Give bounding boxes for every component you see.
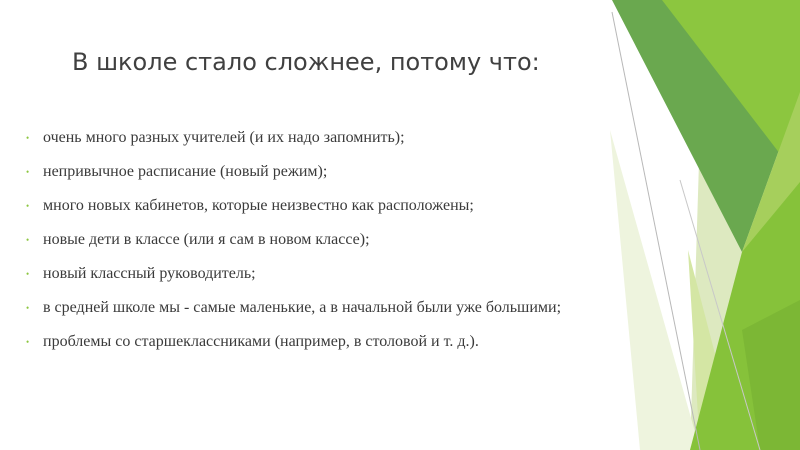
bullet-list xyxy=(26,128,669,366)
bullet-text: новый классный руководитель; xyxy=(43,265,256,282)
bullet-text: проблемы со старшеклассниками (например, в столовой и т. д.). xyxy=(43,333,479,350)
bullet-text: очень много разных учителей (и их надо запомнить); xyxy=(43,129,405,146)
bullet-item xyxy=(26,162,669,182)
bullet-text: новые дети в классе (или я сам в новом классе); xyxy=(43,231,370,248)
bullet-icon: • xyxy=(26,303,30,313)
slide-title: В школе стало сложнее, потому что: xyxy=(72,48,540,76)
bullet-item xyxy=(26,196,669,216)
bullet-text: много новых кабинетов, которые неизвестно как расположены; xyxy=(43,197,474,214)
bullet-item xyxy=(26,332,669,352)
bullet-item xyxy=(26,298,669,318)
bullet-icon: • xyxy=(26,235,30,245)
bullet-item xyxy=(26,264,669,284)
bullet-text: в средней школе мы - самые маленькие, а в начальной были уже большими; xyxy=(43,299,562,316)
bullet-text: непривычное расписание (новый режим); xyxy=(43,163,328,180)
bullet-icon: • xyxy=(26,337,30,347)
bullet-icon: • xyxy=(26,269,30,279)
bullet-icon: • xyxy=(26,133,30,143)
bullet-item xyxy=(26,230,669,250)
bullet-icon: • xyxy=(26,201,30,211)
bullet-icon: • xyxy=(26,167,30,177)
bullet-item xyxy=(26,128,669,148)
